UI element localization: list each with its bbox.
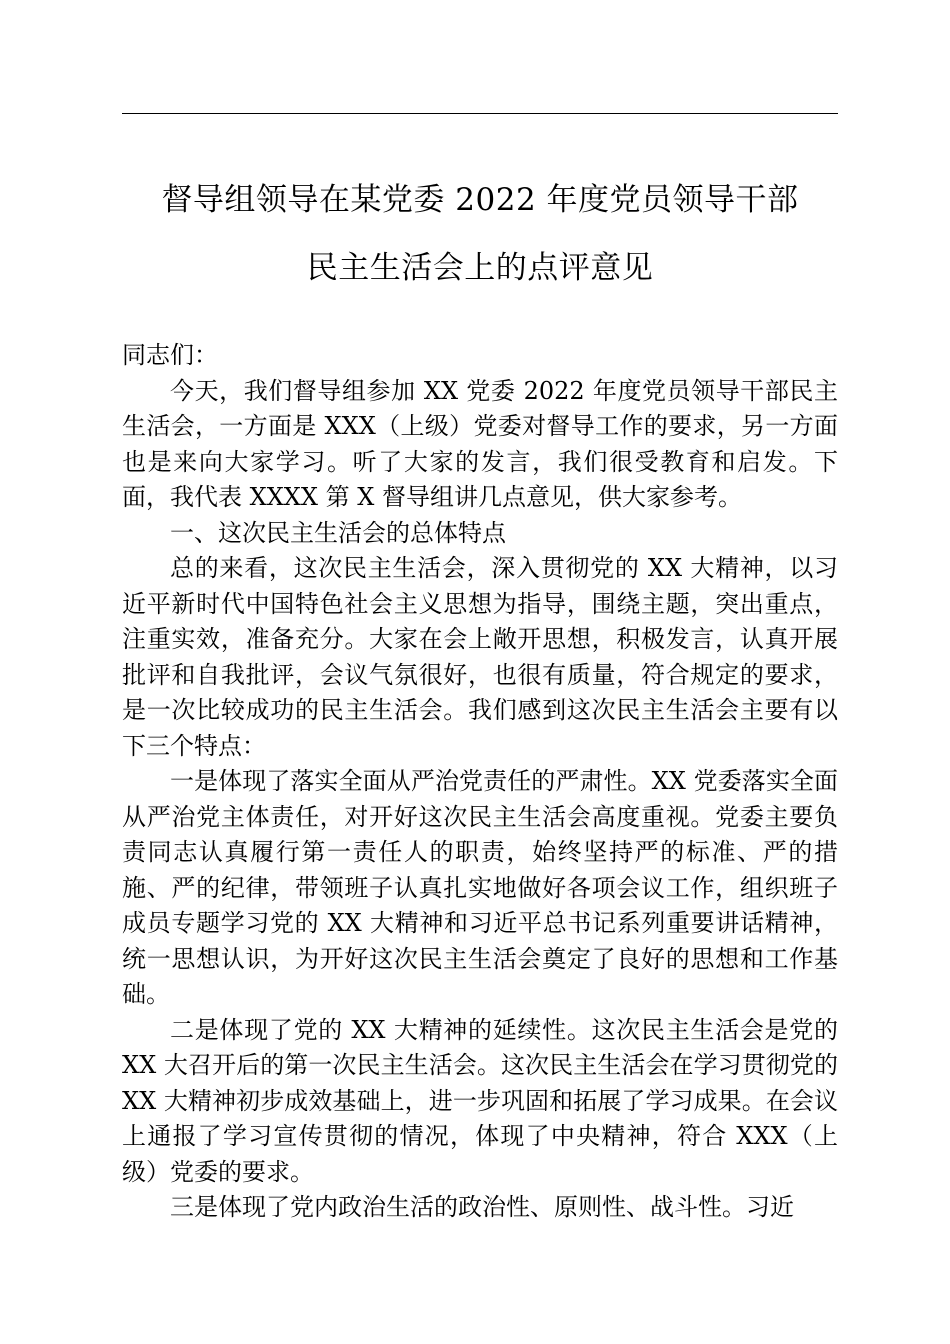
paragraph-overview: 总的来看，这次民主生活会，深入贯彻党的 XX 大精神，以习近平新时代中国特色社会主义思想为指导，围绕主题，突出重点，注重实效，准备充分。大家在会上敞开思想，积极发言，认真开展批评和自我批评，会议气氛很好，也很有质量，符合规定的要求，是一次比较成功的民主生活会。我们感到这次民主生活会主要有以下三个特点： [122,554,838,760]
document-title-line-2: 民主生活会上的点评意见 [306,250,654,286]
salutation: 同志们： [122,341,218,369]
document-title-line-1: 督导组领导在某党委 2022 年度党员领导干部 [161,182,799,218]
paragraph-intro: 今天，我们督导组参加 XX 党委 2022 年度党员领导干部民主生活会，一方面是 XXX（上级）党委对督导工作的要求，另一方面也是来向大家学习。听了大家的发言，我们很受教育和启发。下面，我代表 XXXX 第 X 督导组讲几点意见，供大家参考。 [122,376,838,511]
paragraph-feature-3: 三是体现了党内政治生活的政治性、原则性、战斗性。习近 [170,1193,794,1221]
paragraph-feature-2: 二是体现了党的 XX 大精神的延续性。这次民主生活会是党的 XX 大召开后的第一次民主生活会。这次民主生活会在学习贯彻党的 XX 大精神初步成效基础上，进一步巩固和拓展了学习成果。在会议上通报了学习宣传贯彻的情况，体现了中央精神，符合 XXX（上级）党委的要求。 [122,1015,838,1186]
document-body [122,338,838,1226]
header-rule [122,113,838,114]
section-heading-1: 一、这次民主生活会的总体特点 [170,518,506,547]
paragraph-feature-1: 一是体现了落实全面从严治党责任的严肃性。XX 党委落实全面从严治党主体责任，对开好这次民主生活会高度重视。党委主要负责同志认真履行第一责任人的职责，始终坚持严的标准、严的措施、严的纪律，带领班子认真扎实地做好各项会议工作，组织班子成员专题学习党的 XX 大精神和习近平总书记系列重要讲话精神，统一思想认识，为开好这次民主生活会奠定了良好的思想和工作基础。 [122,767,838,1008]
